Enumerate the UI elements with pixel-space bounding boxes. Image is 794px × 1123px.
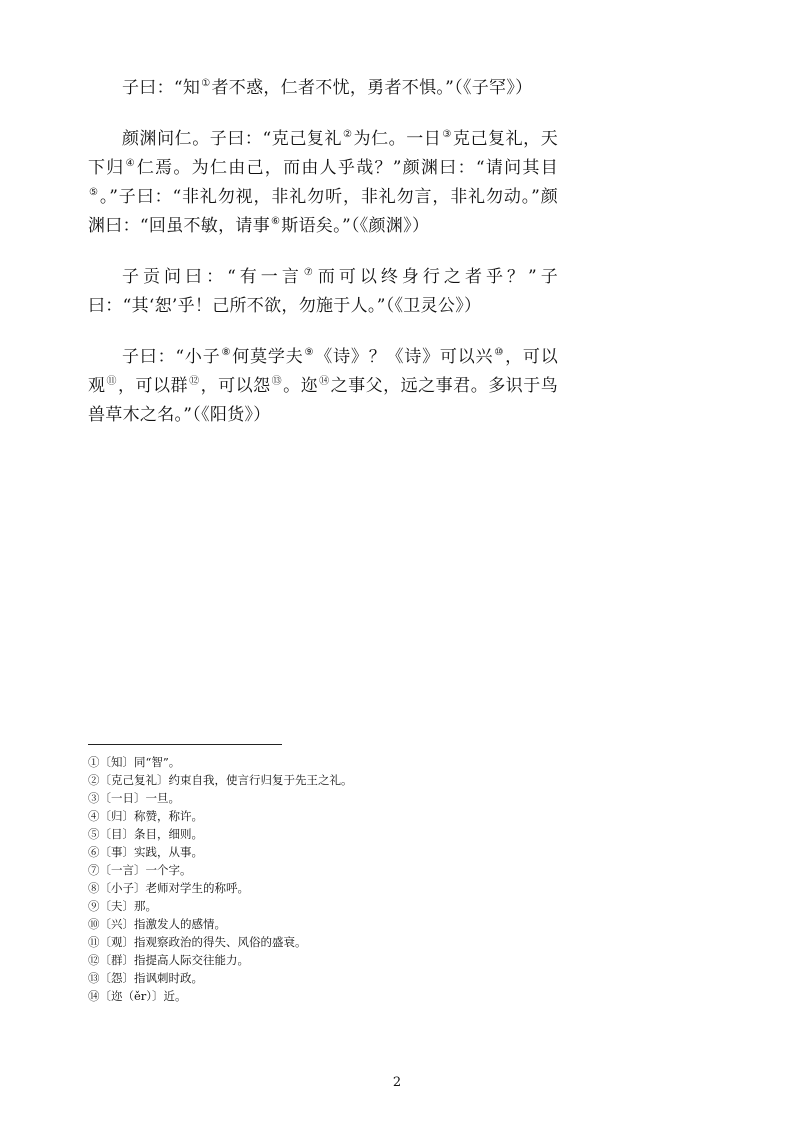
footnote-list: [88, 753, 508, 1005]
page-number: 2: [392, 1075, 402, 1090]
text-segment: 《诗》？《诗》可以兴: [315, 347, 494, 367]
footnote-ref: ③: [442, 129, 452, 140]
footnote-ref: ⑦: [303, 267, 317, 278]
footnote-divider: [88, 744, 282, 745]
footnote-ref: ⑫: [189, 376, 200, 387]
footnote-ref: ⑥: [271, 216, 281, 227]
footnote-item: ⑫〔群〕指提高人际交往能力。: [88, 953, 249, 967]
footnote-ref: ①: [201, 78, 211, 89]
text-segment: ，可以怨: [200, 376, 271, 396]
footnote-item: ⑤〔目〕条目，细则。: [88, 827, 203, 841]
footnote-ref: ⑨: [304, 347, 315, 358]
paragraph-4: [88, 343, 558, 430]
footnote-item: ⑧〔小子〕老师对学生的称呼。: [88, 881, 249, 895]
footnote-item: ⑥〔事〕实践，从事。: [88, 845, 203, 859]
text-segment: 为仁。一日: [353, 129, 442, 149]
footnote-ref: ⑩: [494, 347, 505, 358]
text-segment: 子贡问曰：“有一言: [122, 267, 303, 287]
footnote-item: ⑪〔观〕指观察政治的得失、风俗的盛衰。: [88, 935, 307, 949]
text-segment: 仁焉。为仁由己，而由人乎哉？”颜渊曰：“请问其目: [136, 158, 558, 178]
footnote-item: ④〔归〕称赞，称许。: [88, 809, 203, 823]
paragraph-2: [88, 125, 558, 241]
footnote-ref: ④: [125, 158, 136, 169]
text-segment: 而可以终身行之者乎？”子曰：“其‘恕’乎！己所不欲，勿施于人。”（《卫灵公》）: [88, 267, 559, 316]
text-segment: ，可以观: [88, 347, 559, 396]
text-segment: 。”子曰：“非礼勿视，非礼勿听，非礼勿言，非礼勿动。”颜渊曰：“回虽不敏，请事: [88, 187, 559, 236]
footnote-item: ⑩〔兴〕指激发人的感情。: [88, 917, 226, 931]
footnote-item: ③〔一日〕一旦。: [88, 791, 180, 805]
footnote-item: ②〔克己复礼〕约束自我，使言行归复于先王之礼。: [88, 773, 353, 787]
footnote-ref: ⑬: [271, 376, 283, 387]
footnote-ref: ⑪: [106, 376, 118, 387]
text-segment: 何莫学夫: [232, 347, 304, 367]
text-segment: 子曰：“知: [122, 78, 201, 98]
text-segment: ，可以群: [118, 376, 189, 396]
footnote-item: ①〔知〕同“智”。: [88, 755, 181, 769]
text-segment: 之事父，远之事君。多识于鸟兽草木之名。”（《阳货》）: [88, 376, 559, 425]
paragraph-1: [88, 74, 558, 103]
footnote-ref: ⑭: [319, 376, 330, 387]
main-text: [88, 74, 558, 452]
footnote-item: ⑨〔夫〕那。: [88, 899, 157, 913]
text-segment: 子曰：“小子: [122, 347, 221, 367]
text-segment: 克己复礼，天下归: [88, 129, 559, 178]
footnote-item: ⑬〔怨〕指讽刺时政。: [88, 971, 203, 985]
footnote-item: ⑭〔迩（ěr）〕近。: [88, 989, 187, 1003]
paragraph-3: [88, 263, 558, 321]
footnote-ref: ⑧: [221, 347, 232, 358]
text-segment: 。迩: [283, 376, 319, 396]
text-segment: 者不惑，仁者不忧，勇者不惧。”（《子罕》）: [211, 78, 533, 98]
footnote-item: ⑦〔一言〕一个字。: [88, 863, 192, 877]
footnote-ref: ②: [343, 129, 353, 140]
footnote-ref: ⑤: [89, 187, 99, 198]
text-segment: 颜渊问仁。子曰：“克己复礼: [122, 129, 343, 149]
text-segment: 斯语矣。”（《颜渊》）: [281, 216, 430, 236]
